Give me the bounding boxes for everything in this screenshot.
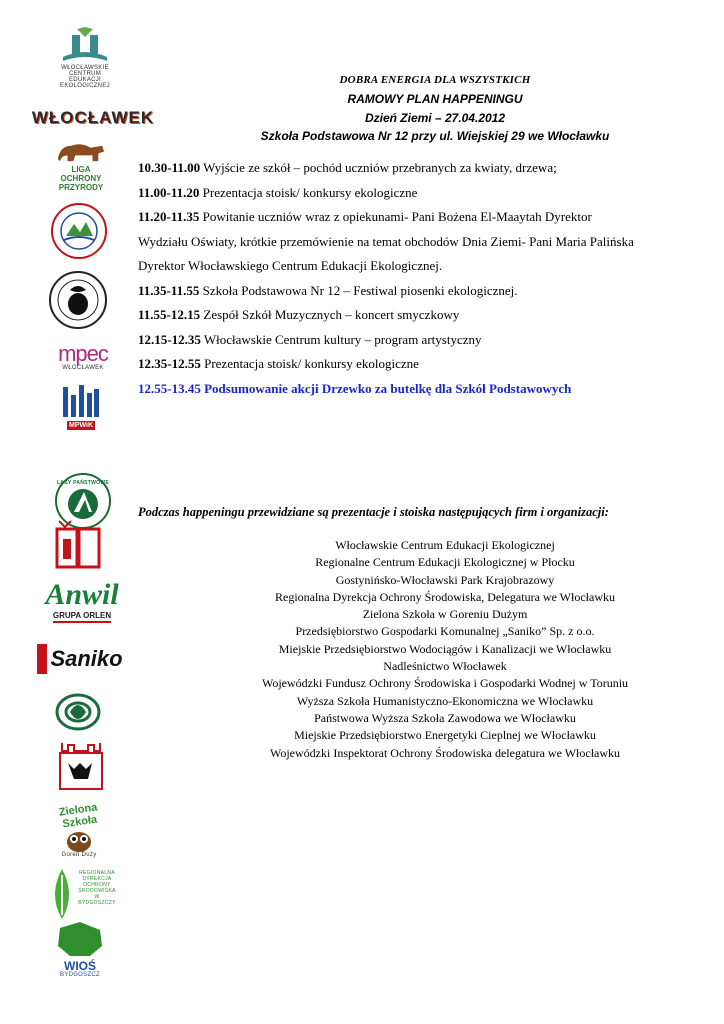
- liga-caption: LIGA OCHRONY PRZYRODY: [58, 165, 104, 192]
- schedule-text: Powitanie uczniów wraz z opiekunami- Pani Bożena El-Maaytah Dyrektor: [199, 209, 592, 224]
- nadlesnictwo-logo: [52, 690, 104, 734]
- organization-item: Wyższa Szkoła Humanistyczno-Ekonomiczna we Włocławku: [296, 693, 594, 708]
- schedule-time: 11.55-12.15: [138, 307, 201, 322]
- schedule-text: Podsumowanie akcji Drzewko za butelkę dla Szkół Podstawowych: [200, 380, 572, 396]
- wios-wordmark: WIOŚ: [64, 959, 96, 973]
- schedule-list: [138, 156, 698, 401]
- zielona-szkola-logo: [44, 802, 114, 860]
- anwil-wordmark: Anwil: [45, 578, 119, 611]
- organization-item: Włocławskie Centrum Edukacji Ekologicznej: [335, 538, 555, 552]
- schedule-text: Zespół Szkół Muzycznych – koncert smyczkowy: [200, 307, 460, 322]
- mpwik-bars-icon: [61, 385, 101, 421]
- castle-eagle-icon: [54, 739, 108, 795]
- organization-item: Wojewódzki Fundusz Ochrony Środowiska i Gospodarki Wodnej w Toruniu: [261, 676, 629, 691]
- schedule-text: Dyrektor Włocławskiego Centrum Edukacji Ekologicznej.: [138, 258, 443, 273]
- pwsz-book-icon: [53, 519, 103, 573]
- organization-item: Gostynińsko-Włocławski Park Krajobrazowy: [335, 572, 555, 587]
- header-date: Dzień Ziemi – 27.04.2012: [364, 111, 506, 125]
- green-knot-icon: [54, 692, 102, 732]
- wcee-emblem-icon: [55, 27, 115, 65]
- organization-item: Nadleśnictwo Włocławek: [383, 659, 507, 674]
- schedule-row: [138, 328, 698, 353]
- schedule-row: [138, 254, 698, 279]
- schedule-text: Prezentacja stoisk/ konkursy ekologiczne: [199, 184, 418, 200]
- saniko-logo: [38, 636, 122, 682]
- organization-item: Wojewódzki Inspektorat Ochrony Środowiska delegatura we Włocławku: [269, 745, 621, 760]
- wloclawek-wordmark: WŁOCŁAWEK: [31, 108, 155, 127]
- schedule-row-highlight: [138, 377, 698, 402]
- organization-item: Miejskie Przedsiębiorstwo Energetyki Cieplnej we Włocławku: [294, 728, 596, 743]
- bison-icon: [53, 140, 109, 165]
- schedule-text: Szkoła Podstawowa Nr 12 – Festiwal piosenki ekologicznej.: [199, 282, 518, 298]
- schedule-time: 10.30-11.00: [138, 160, 201, 175]
- organization-item: Przedsiębiorstwo Gospodarki Komunalnej „Saniko” Sp. z o.o.: [295, 624, 595, 639]
- whe-coat-of-arms: [52, 738, 110, 796]
- schedule-row: [138, 230, 698, 255]
- organization-item: Miejskie Przedsiębiorstwo Wodociągów i Kanalizacji we Włocławku: [278, 641, 612, 656]
- header-location: Szkoła Podstawowa Nr 12 przy ul. Wiejskiej 29 we Włocławku: [260, 129, 610, 143]
- schedule-time: 11.35-11.55: [138, 282, 200, 298]
- schedule-row: [138, 279, 698, 304]
- organizations-list: [195, 537, 695, 762]
- mpwik-caption: MPWiK: [68, 421, 94, 429]
- mpec-wordmark: mpec: [58, 341, 108, 366]
- lasy-panstwowe-logo: [52, 448, 114, 510]
- schedule-time: 11.20-11.35: [138, 209, 200, 224]
- schedule-time: 12.35-12.55: [138, 356, 201, 371]
- organization-item: Regionalne Centrum Edukacji Ekologicznej w Płocku: [315, 555, 575, 570]
- park-krajobrazowy-seal: [48, 200, 110, 262]
- schedule-row: [138, 303, 698, 328]
- wios-caption: BYDGOSZCZ: [59, 972, 101, 978]
- header-title: RAMOWY PLAN HAPPENINGU: [347, 92, 523, 106]
- zielona-caption: Goreń Duży: [61, 852, 97, 858]
- rdos-logo: [48, 864, 120, 924]
- liga-ochrony-przyrody-logo: [50, 140, 112, 192]
- wcee-caption: WŁOCŁAWSKIE CENTRUM EDUKACJI EKOLOGICZNEJ: [60, 65, 110, 89]
- schedule-row: [138, 352, 698, 377]
- rdos-caption: REGIONALNA DYREKCJA OCHRONY ŚRODOWISKA W BYDGOSZCZY: [78, 870, 116, 906]
- schedule-row: [138, 156, 698, 181]
- saniko-seal: [46, 268, 110, 332]
- round-seal-icon: [48, 270, 108, 330]
- header-slogan: DOBRA ENERGIA DLA WSZYSTKICH: [339, 74, 531, 86]
- schedule-text: Prezentacja stoisk/ konkursy ekologiczne: [200, 356, 419, 371]
- mpec-logo: [48, 340, 118, 374]
- lasy-caption: LASY PAŃSTWOWE: [56, 480, 110, 486]
- schedule-row: [138, 181, 698, 206]
- anwil-logo: [40, 576, 124, 626]
- schedule-text: Wydziału Oświaty, krótkie przemówienie na temat obchodów Dnia Ziemi- Pani Maria Palińska: [138, 233, 634, 249]
- organization-item: Państwowa Wyższa Szkoła Zawodowa we Włocławku: [314, 710, 576, 725]
- schedule-time: 12.15-12.35: [138, 331, 201, 347]
- schedule-time: 11.00-11.20: [138, 184, 200, 200]
- exhibitors-note: Podczas happeningu przewidziane są prezentacje i stoiska następujących firm i organizacji:: [138, 505, 609, 519]
- schedule-time: 12.55-13.45: [138, 380, 201, 396]
- wios-logo: [40, 916, 120, 982]
- mpwik-logo: [58, 382, 104, 432]
- pwsz-logo: [52, 518, 104, 574]
- grupa-orlen-caption: GRUPA ORLEN: [53, 611, 111, 623]
- schedule-text: Wyjście ze szkół – pochód uczniów przebranych za kwiaty, drzewa;: [200, 160, 557, 175]
- schedule-row: [138, 205, 698, 230]
- owl-icon: [61, 828, 97, 852]
- map-region-icon: [50, 920, 110, 960]
- organization-item: Zielona Szkoła w Goreniu Dużym: [362, 607, 528, 622]
- schedule-text: Włocławskie Centrum kultury – program artystyczny: [200, 331, 482, 347]
- zielona-wordmark: Zielona Szkoła: [58, 801, 99, 831]
- saniko-wordmark: Saniko: [37, 644, 122, 674]
- organization-item: Regionalna Dyrekcja Ochrony Środowiska, Delegatura we Włocławku: [274, 589, 615, 604]
- park-seal-icon: [50, 202, 108, 260]
- mpec-caption: WŁOCŁAWEK: [62, 365, 104, 371]
